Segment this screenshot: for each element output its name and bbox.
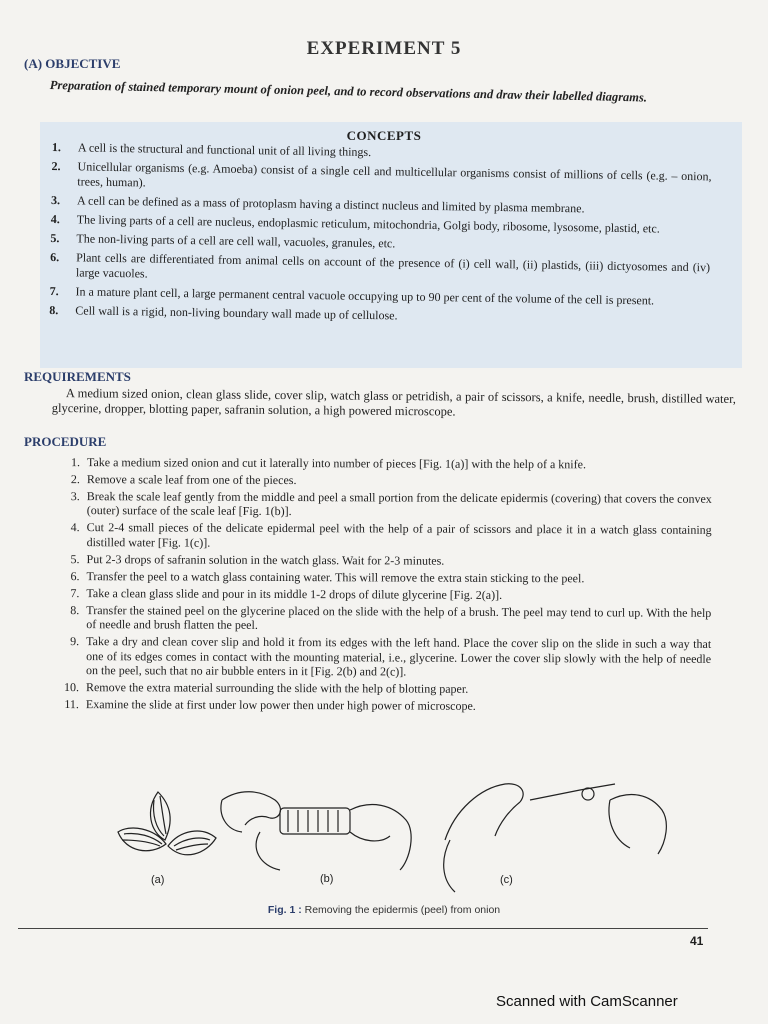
- concept-item-text: Unicellular organisms (e.g. Amoeba) consist of a single cell and multicellular organisms consist of millions of cells (e.g. – onion, trees, human).: [77, 159, 712, 190]
- objective-text: Preparation of stained temporary mount of onion peel, and to record observations and draw their labelled diagrams.: [49, 78, 648, 105]
- procedure-step-text: Remove the extra material surrounding the slide with the help of blotting paper.: [85, 680, 469, 696]
- procedure-step: [56, 472, 712, 489]
- procedure-step-text: Take a dry and clean cover slip and hold it from its edges with the left hand. Place the cover slip on the slide in such a way that one of its edges comes in contact with the mounting material, i.e., glycerine. Lower the cover slip slowly with the help of needle on the peel, such that no air bubble enters in it [Fig. 2(b) and 2(c)].: [86, 634, 712, 679]
- procedure-step-number: 7.: [70, 585, 80, 600]
- procedure-step-text: Break the scale leaf gently from the middle and peel a small portion from the delicate epidermis (covering) that covers the convex (outer) surface of the scale leaf [Fig. 1(b)].: [86, 489, 712, 519]
- procedure-step-number: 3.: [70, 489, 80, 504]
- concept-item-number: 2.: [51, 158, 61, 174]
- procedure-step: [55, 697, 711, 714]
- procedure-step-text: Transfer the peel to a watch glass containing water. This will remove the extra stain sticking to the peel.: [86, 568, 585, 586]
- procedure-step: [55, 680, 711, 697]
- procedure-step: [55, 603, 711, 635]
- procedure-step-text: Transfer the stained peel on the glycerine placed on the slide with the help of a brush. The peel may tend to curl up. With the help of needle and brush flatten the peel.: [86, 602, 712, 633]
- concept-item-text: In a mature plant cell, a large permanent central vacuole occupying up to 90 per cent of the volume of the cell is present.: [75, 284, 655, 308]
- concept-item-number: 3.: [50, 192, 61, 208]
- procedure-step-number: 4.: [70, 520, 80, 535]
- concept-item-text: A cell is the structural and functional unit of all living things.: [77, 140, 372, 160]
- procedure-step-number: 5.: [70, 551, 80, 566]
- figure-label-a: (a): [151, 874, 165, 886]
- hands-scissors-drawing: [444, 784, 667, 892]
- procedure-label: PROCEDURE: [24, 434, 107, 449]
- procedure-step: [55, 569, 711, 586]
- concept-item-number: 7.: [49, 283, 59, 299]
- onion-pieces-drawing: [118, 792, 216, 855]
- requirements-text: A medium sized onion, clean glass slide, cover slip, watch glass or petridish, a pair of scissors, a knife, needle, brush, distilled water, glycerine, dropper, blotting paper, safranin solution, a high powered microscope.: [51, 386, 736, 419]
- concept-item-number: 8.: [49, 302, 59, 318]
- concept-item-number: 1.: [51, 140, 61, 155]
- concept-item: [50, 250, 710, 290]
- footer-divider: [18, 928, 708, 929]
- page-number: 41: [690, 934, 704, 948]
- concepts-list: [49, 140, 712, 332]
- scanner-watermark: Scanned with CamScanner: [496, 993, 678, 1010]
- concept-item-text: The living parts of a cell are nucleus, endoplasmic reticulum, mitochondria, Golgi body, ribosome, lysosome, plastid, etc.: [76, 212, 660, 236]
- experiment-title: EXPERIMENT 5: [306, 38, 462, 59]
- procedure-step: [56, 489, 712, 521]
- figure-caption-prefix: Fig. 1 :: [267, 904, 302, 916]
- procedure-step-number: 6.: [70, 568, 80, 583]
- figure-label-b: (b): [320, 873, 334, 885]
- figure-1-illustration: [110, 770, 730, 900]
- procedure-step: [56, 455, 712, 472]
- procedure-step-text: Remove a scale leaf from one of the pieces.: [86, 472, 297, 488]
- procedure-step-text: Take a medium sized onion and cut it laterally into number of pieces [Fig. 1(a)] with the help of a knife.: [86, 455, 587, 472]
- procedure-list: [55, 455, 712, 717]
- procedure-step-number: 9.: [70, 634, 80, 649]
- objective-label: (A) OBJECTIVE: [24, 56, 121, 71]
- concept-item-text: A cell can be defined as a mass of protoplasm having a distinct nucleus and limited by plasma membrane.: [76, 193, 585, 216]
- requirements-label: REQUIREMENTS: [24, 369, 131, 384]
- concept-item-text: Plant cells are differentiated from animal cells on account of the presence of (i) cell wall, (ii) plastids, (iii) dictyosomes and (iv) large vacuoles.: [75, 250, 711, 281]
- procedure-step-text: Put 2-3 drops of safranin solution in the watch glass. Wait for 2-3 minutes.: [86, 551, 445, 568]
- concept-item-number: 6.: [50, 249, 60, 265]
- concept-item-number: 4.: [50, 211, 60, 227]
- figure-caption: [0, 904, 768, 916]
- figure-label-c: (c): [500, 874, 513, 886]
- hands-peeling-drawing: [221, 792, 411, 870]
- procedure-step-number: 8.: [70, 602, 80, 617]
- procedure-step-number: 1.: [70, 455, 80, 470]
- figure-1: [110, 770, 730, 900]
- procedure-step-number: 11.: [64, 697, 79, 712]
- procedure-step-text: Cut 2-4 small pieces of the delicate epidermal peel with the help of a pair of scissors and place it in a watch glass containing distilled water [Fig. 1(c)].: [86, 520, 712, 550]
- concept-item: [51, 159, 711, 199]
- procedure-step-text: Examine the slide at first under low power then under high power of microscope.: [85, 697, 476, 713]
- procedure-step: [56, 552, 712, 569]
- concept-item-number: 5.: [50, 230, 60, 246]
- procedure-step-text: Take a clean glass slide and pour in its middle 1-2 drops of dilute glycerine [Fig. 2(a)].: [86, 585, 503, 602]
- concept-item-text: Cell wall is a rigid, non-living boundary wall made up of cellulose.: [75, 303, 398, 323]
- concept-item-text: The non-living parts of a cell are cell wall, vacuoles, granules, etc.: [76, 231, 396, 251]
- procedure-step-number: 10.: [63, 680, 80, 695]
- procedure-step-number: 2.: [70, 472, 80, 487]
- procedure-step: [55, 586, 711, 603]
- figure-caption-text: Removing the epidermis (peel) from onion: [304, 904, 501, 916]
- procedure-step: [56, 520, 712, 552]
- concepts-title: CONCEPTS: [346, 128, 422, 143]
- procedure-step: [55, 634, 711, 680]
